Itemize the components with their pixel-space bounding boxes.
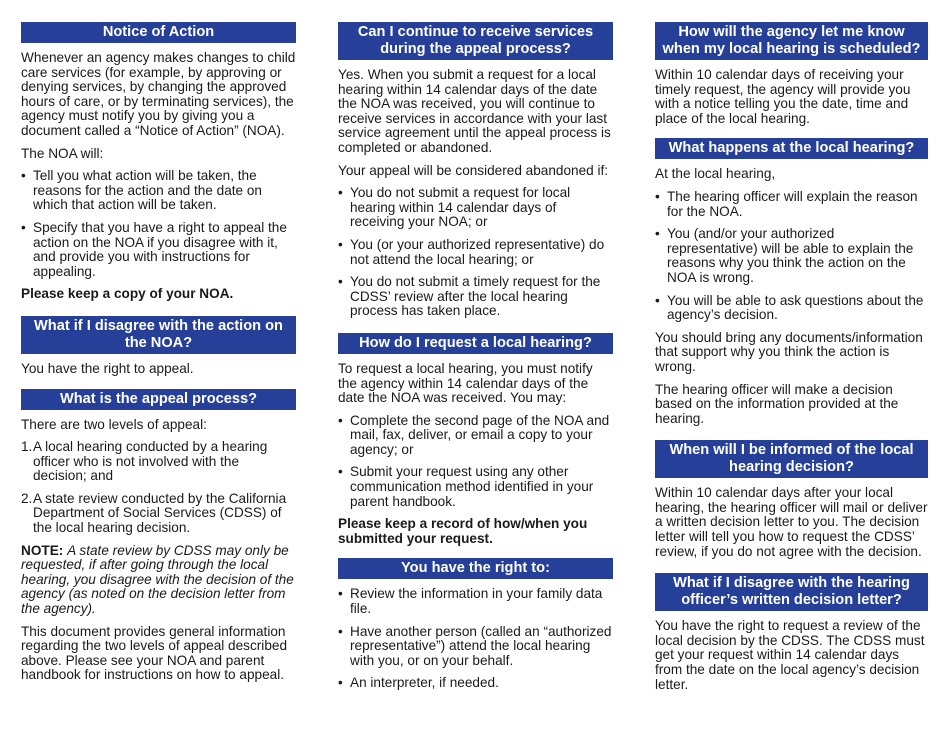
- disagree-letter-heading: What if I disagree with the hearing officer’s written decision letter?: [655, 573, 928, 611]
- appeal-levels-list: [21, 440, 296, 536]
- column-2: [338, 22, 613, 699]
- appeal-process-heading: What is the appeal process?: [21, 389, 296, 410]
- continue-services-heading: Can I continue to receive services during the appeal process?: [338, 22, 613, 60]
- keep-copy-text: Please keep a copy of your NOA.: [21, 286, 234, 302]
- request-hearing-heading: How do I request a local hearing?: [338, 333, 613, 354]
- list-text: A local hearing conducted by a hearing officer who is not involved with the decision; and: [33, 439, 268, 484]
- note-text: A state review by CDSS may only be requested, if after going through the local hearing, you disagree with the decision of the agency (as noted on the decision letter from the agency).: [21, 542, 294, 617]
- note-label: NOTE:: [21, 542, 64, 558]
- bring-docs-text: You should bring any documents/information that support why you think the action is wrong.: [655, 329, 923, 374]
- at-hearing-text: At the local hearing,: [655, 166, 776, 182]
- note-paragraph: [21, 544, 296, 617]
- list-item: • You (or your authorized representative) do not attend the local hearing; or: [338, 238, 613, 267]
- list-item: • Review the information in your family data file.: [338, 587, 613, 616]
- list-item: • You will be able to ask questions about the agency’s decision.: [655, 294, 928, 323]
- list-item: • Complete the second page of the NOA and mail, fax, deliver, or email a copy to your agency; or: [338, 414, 613, 458]
- disagree-action-heading: What if I disagree with the action on the NOA?: [21, 316, 296, 354]
- happens-list: [655, 190, 928, 323]
- column-3: [655, 22, 928, 700]
- list-item: • Submit your request using any other communication method identified in your parent handbook.: [338, 465, 613, 509]
- list-item: • Tell you what action will be taken, the reasons for the action and the date on which that action will be taken.: [21, 169, 296, 213]
- list-text: A state review conducted by the California Department of Social Services (CDSS) of the local hearing decision.: [33, 490, 287, 536]
- list-item: [21, 440, 296, 484]
- noa-will-text: The NOA will:: [21, 145, 104, 161]
- continue-paragraph: Yes. When you submit a request for a local hearing within 14 calendar days of the date the NOA was received, you will continue to receive services in accordance with your last service agreement until the appeal process is completed or abandoned.: [338, 67, 611, 155]
- keep-record-text: Please keep a record of how/when you submitted your request.: [338, 516, 588, 546]
- list-item: • Have another person (called an “authorized representative”) attend the local hearing with you, or on your behalf.: [338, 625, 613, 669]
- disagree-letter-paragraph: You have the right to request a review of the local decision by the CDSS. The CDSS must get your request within 14 calendar days from the date on the local agency’s decision letter.: [655, 618, 925, 692]
- officer-decision-text: The hearing officer will make a decision based on the information provided at the hearing.: [655, 381, 899, 426]
- right-to-appeal-text: You have the right to appeal.: [21, 360, 194, 376]
- informed-paragraph: Within 10 calendar days after your local hearing, the hearing officer will mail or deliver a written decision letter to you. The decision letter will tell you how to request the CDSS’ review, if you do not agree with the decision.: [655, 485, 928, 559]
- two-levels-text: There are two levels of appeal:: [21, 416, 207, 432]
- rights-heading: You have the right to:: [338, 558, 613, 579]
- abandoned-list: [338, 186, 613, 319]
- list-item: • You (and/or your authorized representative) will be able to explain the reasons why you think the action on the NOA is wrong.: [655, 227, 928, 285]
- rights-list: [338, 587, 613, 691]
- scheduled-heading: How will the agency let me know when my local hearing is scheduled?: [655, 22, 928, 60]
- what-happens-heading: What happens at the local hearing?: [655, 138, 928, 159]
- list-item: • You do not submit a request for local hearing within 14 calendar days of receiving your NOA; or: [338, 186, 613, 230]
- notice-paragraph: Whenever an agency makes changes to child care services (for example, by approving or denying services, by changing the approved hours of care, or by terminating services), the agency must notify you by giving you a document called a “Notice of Action” (NOA).: [21, 50, 296, 138]
- notice-of-action-heading: Notice of Action: [21, 22, 296, 43]
- noa-bullet-list: [21, 169, 296, 279]
- column-1: [21, 22, 296, 691]
- request-paragraph: To request a local hearing, you must notify the agency within 14 calendar days of the date the NOA was received. You may:: [338, 360, 593, 406]
- list-item: • Specify that you have a right to appeal the action on the NOA if you disagree with it, and provide you with instructions for appealing.: [21, 221, 296, 279]
- list-number: 1.: [21, 439, 33, 455]
- list-item: • The hearing officer will explain the reason for the NOA.: [655, 190, 928, 219]
- abandoned-intro: Your appeal will be considered abandoned if:: [338, 162, 609, 178]
- list-item: • An interpreter, if needed.: [338, 676, 613, 691]
- informed-heading: When will I be informed of the local hearing decision?: [655, 440, 928, 478]
- scheduled-paragraph: Within 10 calendar days of receiving your timely request, the agency will provide you with a notice telling you the date, time and place of the local hearing.: [655, 67, 911, 126]
- general-info-text: This document provides general information regarding the two levels of appeal described above. Please see your NOA and parent handbook for instructions on how to appeal.: [21, 623, 288, 683]
- list-item: [21, 492, 296, 536]
- list-number: 2.: [21, 490, 33, 506]
- request-list: [338, 414, 613, 510]
- list-item: • You do not submit a timely request for the CDSS’ review after the local hearing process has taken place.: [338, 275, 613, 319]
